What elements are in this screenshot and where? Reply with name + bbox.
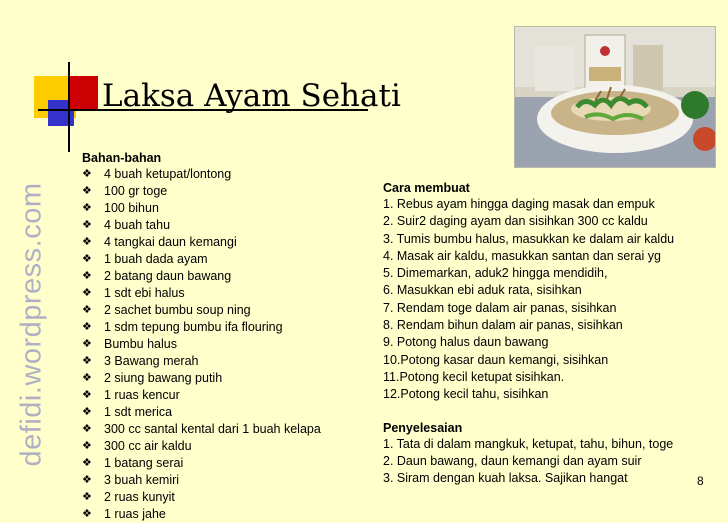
decor-vertical-line [68, 62, 70, 152]
list-item: 3. Tumis bumbu halus, masukkan ke dalam air kaldu [383, 231, 675, 246]
diamond-bullet-icon: ❖ [82, 338, 92, 350]
diamond-bullet-icon: ❖ [82, 202, 92, 214]
diamond-bullet-icon: ❖ [82, 474, 92, 486]
method-section [383, 180, 674, 487]
page-number: 8 [697, 474, 704, 488]
list-item: ❖ 1 sdm tepung bumbu ifa flouring [82, 320, 283, 334]
slide-title: Laksa Ayam Sehati [102, 78, 401, 114]
ingredients-section [82, 150, 321, 523]
finishing-list [383, 436, 674, 488]
list-item: 8. Rendam bihun dalam air panas, sisihkan [383, 318, 623, 333]
list-item: ❖ 4 buah ketupat/lontong [82, 167, 232, 181]
list-item: ❖ 100 bihun [82, 201, 159, 215]
list-item: 2. Daun bawang, daun kemangi dan ayam suir [383, 453, 642, 468]
diamond-bullet-icon: ❖ [82, 236, 92, 248]
list-item: ❖ 1 sdt merica [82, 405, 173, 419]
list-item: 5. Dimemarkan, aduk2 hingga mendidih, [383, 266, 608, 281]
list-item: ❖ 4 buah tahu [82, 218, 171, 232]
list-item: 7. Rendam toge dalam air panas, sisihkan [383, 300, 617, 315]
list-item: ❖ 1 batang serai [82, 456, 184, 470]
diamond-bullet-icon: ❖ [82, 321, 92, 333]
diamond-bullet-icon: ❖ [82, 440, 92, 452]
list-item: ❖ 2 sachet bumbu soup ning [82, 303, 251, 317]
list-item: 12.Potong kecil tahu, sisihkan [383, 387, 549, 402]
list-item: ❖ 300 cc santal kental dari 1 buah kelapa [82, 422, 321, 436]
list-item: ❖ 3 Bawang merah [82, 354, 199, 368]
diamond-bullet-icon: ❖ [82, 389, 92, 401]
list-item: ❖ 1 sdt ebi halus [82, 286, 185, 300]
list-item: ❖ 1 buah dada ayam [82, 252, 208, 266]
finishing-heading: Penyelesaian [383, 420, 463, 435]
list-item: 1. Rebus ayam hingga daging masak dan empuk [383, 197, 655, 211]
list-item: 10.Potong kasar daun kemangi, sisihkan [383, 352, 609, 367]
section-spacer [383, 404, 674, 420]
diamond-bullet-icon: ❖ [82, 270, 92, 282]
diamond-bullet-icon: ❖ [82, 355, 92, 367]
ingredients-list [82, 166, 321, 523]
ingredients-heading: Bahan-bahan [82, 151, 162, 165]
diamond-bullet-icon: ❖ [82, 406, 92, 418]
list-item: ❖ 1 ruas jahe [82, 507, 166, 521]
list-item: 1. Tata di dalam mangkuk, ketupat, tahu, bihun, toge [383, 436, 674, 451]
list-item: ❖ 4 tangkai daun kemangi [82, 235, 237, 249]
list-item: 9. Potong halus daun bawang [383, 335, 549, 350]
list-item: 3. Siram dengan kuah laksa. Sajikan hangat [383, 471, 628, 486]
list-item: ❖ 2 siung bawang putih [82, 371, 223, 385]
dish-photo-illustration [515, 27, 715, 167]
list-item: ❖ Bumbu halus [82, 337, 177, 351]
diamond-bullet-icon: ❖ [82, 219, 92, 231]
diamond-bullet-icon: ❖ [82, 168, 92, 180]
list-item: 11.Potong kecil ketupat sisihkan. [383, 369, 565, 384]
diamond-bullet-icon: ❖ [82, 423, 92, 435]
diamond-bullet-icon: ❖ [82, 372, 92, 384]
list-item: 2. Suir2 daging ayam dan sisihkan 300 cc kaldu [383, 214, 648, 229]
list-item: ❖ 100 gr toge [82, 184, 168, 198]
method-list [383, 196, 674, 404]
diamond-bullet-icon: ❖ [82, 304, 92, 316]
diamond-bullet-icon: ❖ [82, 508, 92, 520]
list-item: ❖ 2 ruas kunyit [82, 490, 175, 504]
list-item: ❖ 2 batang daun bawang [82, 269, 232, 283]
diamond-bullet-icon: ❖ [82, 491, 92, 503]
decor-red-square [70, 76, 98, 110]
list-item: ❖ 1 ruas kencur [82, 388, 180, 402]
diamond-bullet-icon: ❖ [82, 287, 92, 299]
list-item: 4. Masak air kaldu, masukkan santan dan serai yg [383, 248, 661, 263]
list-item: ❖ 3 buah kemiri [82, 473, 180, 487]
diamond-bullet-icon: ❖ [82, 457, 92, 469]
diamond-bullet-icon: ❖ [82, 185, 92, 197]
method-heading: Cara membuat [383, 181, 470, 195]
dish-photo [514, 26, 716, 168]
diamond-bullet-icon: ❖ [82, 253, 92, 265]
watermark: defidi.wordpress.com [15, 182, 48, 467]
list-item: 6. Masukkan ebi aduk rata, sisihkan [383, 283, 582, 298]
list-item: ❖ 300 cc air kaldu [82, 439, 192, 453]
